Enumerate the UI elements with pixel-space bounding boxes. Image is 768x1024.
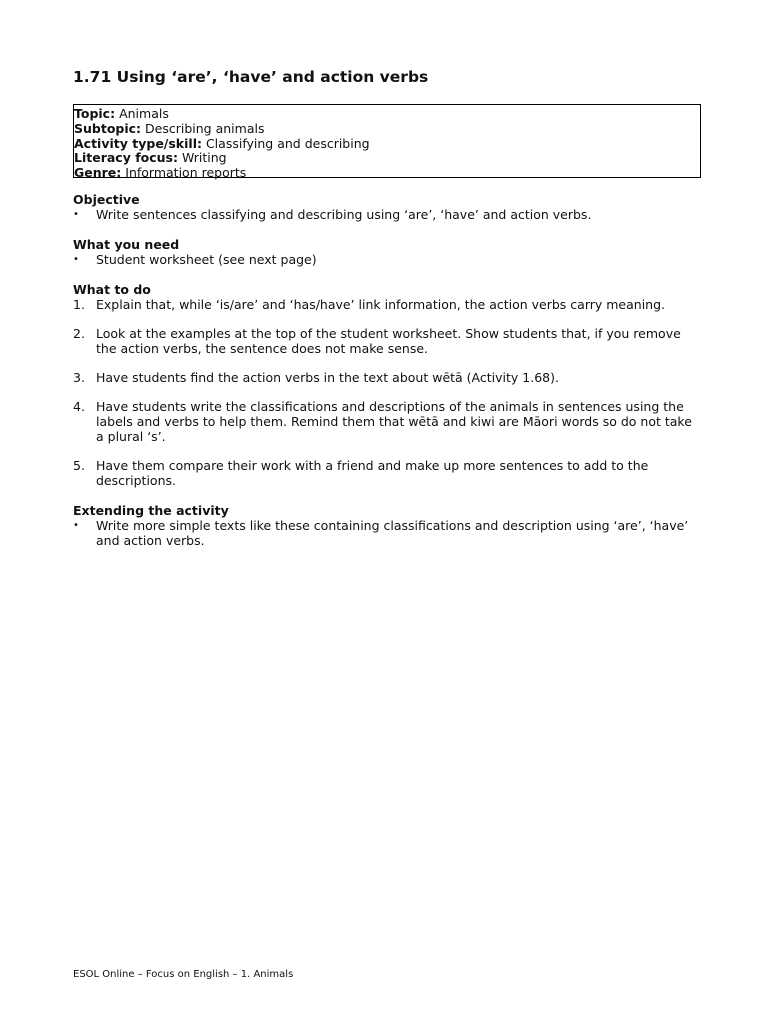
- page-footer: ESOL Online – Focus on English – 1. Animals: [73, 969, 294, 980]
- numbered-step: [73, 326, 703, 356]
- bullet-icon: •: [73, 520, 79, 531]
- page-title: 1.71 Using ‘are’, ‘have’ and action verbs: [73, 68, 429, 86]
- step-text: Have them compare their work with a friend and make up more sentences to add to the descriptions.: [96, 458, 649, 488]
- list-item: [73, 207, 703, 222]
- what-to-do-section: [73, 282, 703, 488]
- list-item: [73, 252, 703, 267]
- activity-type-value: Classifying and describing: [201, 135, 370, 151]
- step-text: Explain that, while ‘is/are’ and ‘has/have’ link information, the action verbs carry meaning.: [96, 297, 666, 312]
- genre-line: [74, 166, 700, 181]
- numbered-step: [73, 399, 703, 444]
- step-text: Have students write the classifications and descriptions of the animals in sentences using the labels and verbs to help them. Remind them that wētā and kiwi are Māori words so do not take a plural ‘s’.: [96, 399, 692, 444]
- what-to-do-heading: What to do: [73, 282, 151, 297]
- activity-type-line: [74, 137, 700, 152]
- subtopic-label: Subtopic:: [74, 120, 142, 136]
- topic-value: Animals: [115, 106, 169, 121]
- step-number: 2.: [73, 326, 85, 341]
- subtopic-value: Describing animals: [141, 120, 265, 136]
- step-number: 3.: [73, 370, 85, 385]
- literacy-focus-label: Literacy focus:: [74, 150, 178, 166]
- activity-type-label: Activity type/skill:: [74, 135, 202, 151]
- document-page: [73, 66, 703, 548]
- list-item: [73, 518, 703, 548]
- what-you-need-heading: What you need: [73, 237, 180, 252]
- objective-section: [73, 192, 703, 222]
- numbered-step: [73, 370, 703, 385]
- numbered-step: [73, 297, 703, 312]
- list-item-text: Write more simple texts like these containing classifications and description using ‘are’, ‘have’ and action verbs.: [96, 518, 689, 548]
- extending-heading: Extending the activity: [73, 503, 229, 518]
- lesson-info-box: [73, 104, 701, 181]
- list-item-text: Student worksheet (see next page): [96, 252, 317, 267]
- topic-line: [74, 107, 700, 122]
- step-number: 4.: [73, 399, 85, 414]
- step-number: 1.: [73, 297, 85, 312]
- bullet-icon: •: [73, 254, 79, 265]
- genre-label: Genre:: [74, 165, 122, 181]
- numbered-step: [73, 458, 703, 488]
- step-text: Have students find the action verbs in the text about wētā (Activity 1.68).: [96, 370, 559, 385]
- step-text: Look at the examples at the top of the student worksheet. Show students that, if you remove the action verbs, the sentence does not make sense.: [96, 326, 681, 356]
- subtopic-line: [74, 122, 700, 137]
- objective-heading: Objective: [73, 192, 140, 207]
- bullet-icon: •: [73, 209, 79, 220]
- topic-label: Topic:: [74, 106, 116, 121]
- list-item-text: Write sentences classifying and describing using ‘are’, ‘have’ and action verbs.: [96, 207, 592, 222]
- genre-value: Information reports: [121, 165, 247, 181]
- what-you-need-section: [73, 237, 703, 267]
- extending-section: [73, 503, 703, 548]
- literacy-focus-line: [74, 151, 700, 166]
- literacy-focus-value: Writing: [178, 150, 227, 166]
- step-number: 5.: [73, 458, 85, 473]
